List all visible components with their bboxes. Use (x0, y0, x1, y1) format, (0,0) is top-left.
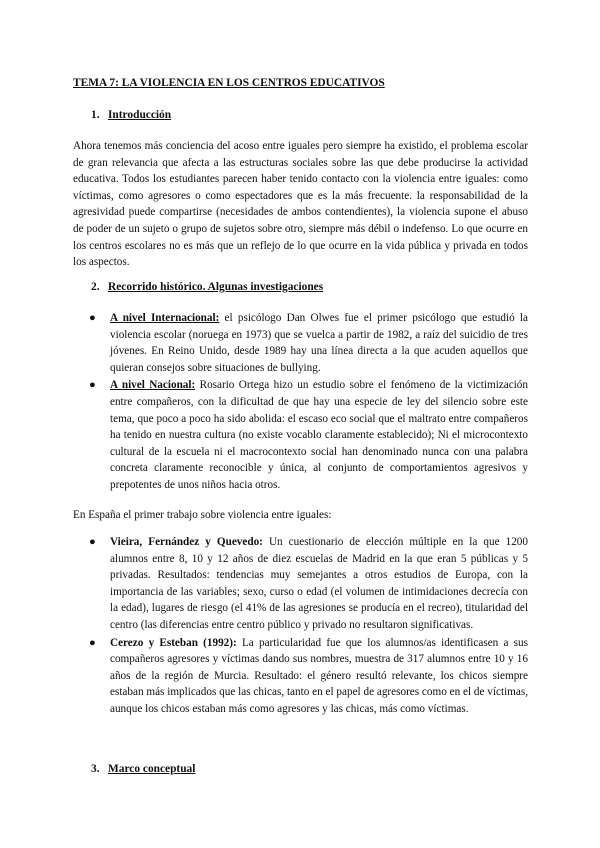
bullet-icon: ● (89, 312, 96, 324)
bullet-text: La particularidad fue que los alumnos/as identificasen a sus compañeros agresores y víctimas dando sus nombres, muestra de 317 alumnos entre 10 y 16 años de la región de Murcia. Resultado: el género resultó relevante, los chicos siempre estaban más implicados que las chicas, tanto en el papel de agresores como en el de víctimas, aunque los chicos estaban más como agresores y las chicas, más como víctimas. (110, 636, 528, 715)
bullet-text: Rosario Ortega hizo un estudio sobre el fenómeno de la victimización entre compañeros, con la dificultad de que hay una especie de ley del silencio sobre este tema, que poco a poco ha sido abolida: el escaso eco social que el maltrato entre compañeros ha tenido en nuestra cultura (no existe vocablo claramente establecido); Ni el microcontexto cultural de la escuela ni el macrocontexto social han denominado nunca con una palabra concreta claramente reconocible y única, al conjunto de comportamientos agresivos y prepotentes de unos niños hacia otros. (110, 379, 528, 491)
section-number: 3. (91, 763, 100, 775)
section-number: 2. (91, 281, 100, 293)
bullet-lead: Vieira, Fernández y Quevedo: (110, 536, 263, 548)
intro-paragraph: Ahora tenemos más conciencia del acoso entre iguales pero siempre ha existido, el problema escolar de gran relevancia que afecta a las estructuras sociales sobre las que debe producirse la actividad educativa. Todos los estudiantes parecen haber tenido contacto con la violencia entre iguales: como víctimas, como agresores o como espectadores que es la más frecuente. la responsabilidad de la agresividad puede compartirse (necesidades de ambos contendientes), la violencia supone el abuso de poder de un sujeto o grupo de sujetos sobre otro, siempre más débil o indefenso. Lo que ocurre en los centros escolares no es más que un reflejo de lo que ocurre en la vida pública y privada en todos los aspectos. (73, 140, 528, 269)
bullet-lead: Cerezo y Esteban (1992): (110, 636, 237, 649)
section-title: Recorrido histórico. Algunas investigaciones (108, 281, 324, 293)
section-heading-recorrido (91, 279, 323, 296)
research-bullet-list (73, 310, 528, 495)
bullet-text: el psicólogo Dan Olwes fue el primer psicólogo que estudió la violencia escolar (noruega en 1973) que se vuelca a partir de 1982, a raíz del suicidio de tres jóvenes. En Reino Unido, desde 1989 hay una línea directa a la que acuden aquellos que quieran consejos sobre situaciones de bullying. (110, 312, 529, 374)
section-heading-introduccion (91, 107, 171, 124)
bullet-icon: ● (89, 536, 96, 548)
bullet-icon: ● (89, 379, 96, 392)
list-item (73, 310, 528, 376)
section-title: Marco conceptual (108, 763, 196, 775)
spain-study-list (73, 534, 528, 719)
document-title: TEMA 7: LA VIOLENCIA EN LOS CENTROS EDUCATIVOS (73, 77, 385, 89)
list-item (73, 377, 528, 493)
bullet-lead: A nivel Nacional: (110, 379, 196, 392)
section-title: Introducción (108, 109, 172, 121)
bullet-icon: ● (89, 636, 96, 649)
bullet-text: Un cuestionario de elección múltiple en la que 1200 alumnos entre 8, 10 y 12 años de diez escuelas de Madrid en la que eran 5 públicas y 5 privadas. Resultados: tendencias muy semejantes a otros estudios de Europa, con la importancia de las variables; sexo, curso o edad (el volumen de intimidaciones decrecía con la edad), lugares de riesgo (el 41% de las agresiones se producía en el recreo), titularidad del centro (las diferencias entre centro público y privado no resultaron significativas. (110, 536, 528, 631)
bullet-lead: A nivel Internacional: (110, 312, 220, 324)
list-item (73, 635, 528, 718)
list-item (73, 534, 528, 634)
spain-intro-line: En España el primer trabajo sobre violencia entre iguales: (73, 509, 332, 521)
section-heading-marco (91, 761, 195, 778)
section-number: 1. (91, 109, 100, 121)
